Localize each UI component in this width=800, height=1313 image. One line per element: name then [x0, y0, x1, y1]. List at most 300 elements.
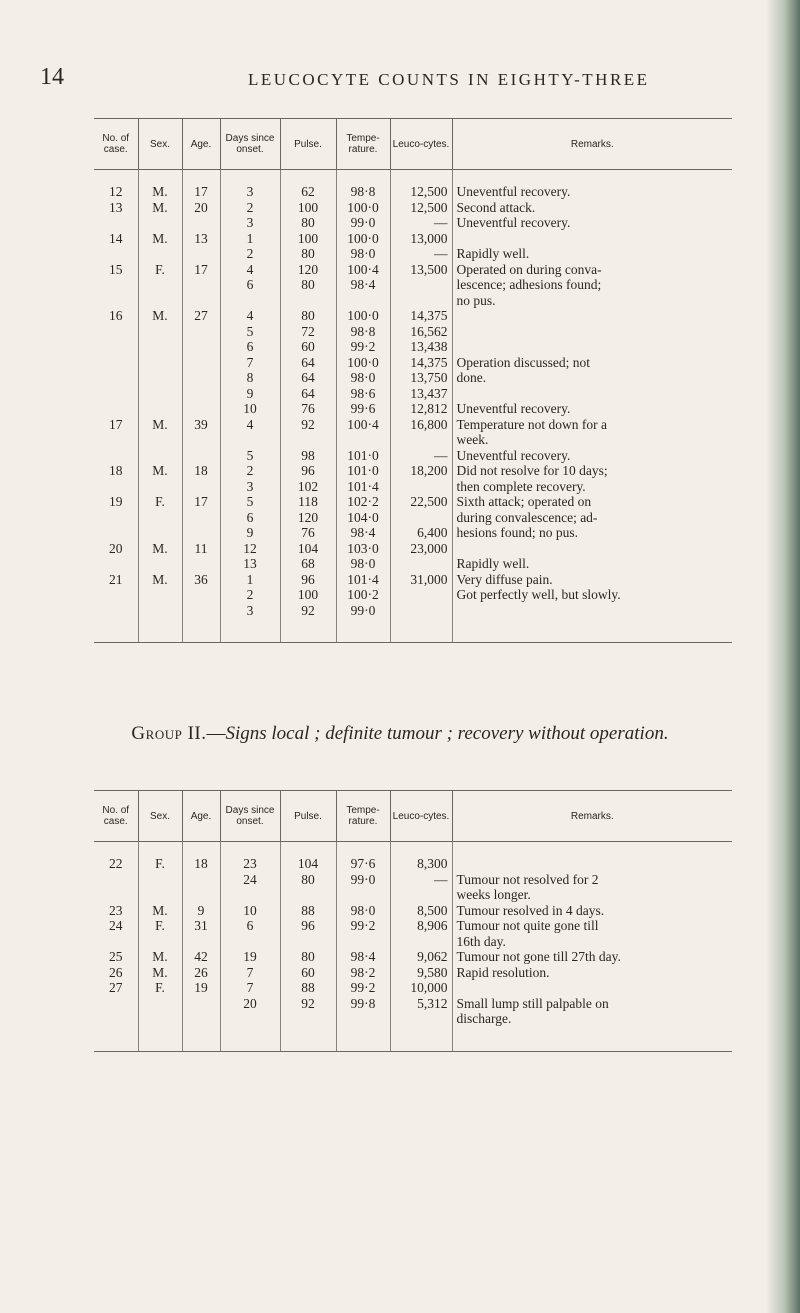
cell-days-since-onset: 24 — [220, 872, 280, 888]
running-head: LEUCOCYTE COUNTS IN EIGHTY-THREE — [248, 70, 650, 89]
cell-leucocytes — [390, 1027, 452, 1052]
cell-remarks — [452, 842, 732, 857]
cell-sex: F. — [138, 918, 182, 934]
cell-sex: M. — [138, 541, 182, 557]
table-row — [94, 324, 732, 340]
cell-temperature: 101·0 — [336, 463, 390, 479]
cell-remarks: Uneventful recovery. — [452, 448, 732, 464]
cell-sex — [138, 293, 182, 309]
cell-pulse — [280, 842, 336, 857]
column-header-leucocytes: Leuco-cytes. — [390, 119, 452, 170]
table-row — [94, 432, 732, 448]
cell-leucocytes: 9,062 — [390, 949, 452, 965]
cell-days-since-onset — [220, 1011, 280, 1027]
cell-temperature: 99·2 — [336, 980, 390, 996]
cell-leucocytes: 16,562 — [390, 324, 452, 340]
cell-temperature: 101·0 — [336, 448, 390, 464]
column-header-sex: Sex. — [138, 119, 182, 170]
cell-case-number: 25 — [109, 949, 123, 964]
cell-leucocytes — [390, 170, 452, 185]
column-header-days-since-onset: Days since onset. — [220, 119, 280, 170]
cell-remarks: Small lump still palpable on — [452, 996, 732, 1012]
cell-leucocytes — [390, 603, 452, 619]
cell-leucocytes: 12,500 — [390, 200, 452, 216]
cell-case-number — [94, 510, 138, 526]
group-label: Group II. — [131, 723, 207, 744]
cell-case-number — [94, 842, 138, 857]
cell-remarks — [452, 856, 732, 872]
group-heading — [0, 722, 800, 746]
cell-temperature: 98·0 — [336, 370, 390, 386]
cell-sex — [138, 618, 182, 643]
cell-sex: M. — [138, 417, 182, 433]
cell-temperature: 100·0 — [336, 231, 390, 247]
cell-pulse: 80 — [280, 308, 336, 324]
cell-pulse: 120 — [280, 262, 336, 278]
cell-leucocytes — [390, 277, 452, 293]
cell-sex — [138, 556, 182, 572]
cell-age: 42 — [182, 949, 220, 965]
cell-leucocytes: 14,375 — [390, 355, 452, 371]
page-number: 14 — [40, 64, 64, 90]
page-header — [0, 64, 800, 94]
table-row — [94, 479, 732, 495]
cell-age — [182, 587, 220, 603]
cell-case-number — [94, 277, 138, 293]
cell-days-since-onset: 4 — [220, 308, 280, 324]
cell-sex — [138, 339, 182, 355]
cell-days-since-onset: 2 — [220, 246, 280, 262]
table-row — [94, 618, 732, 643]
cell-days-since-onset: 6 — [220, 510, 280, 526]
cell-leucocytes: 31,000 — [390, 572, 452, 588]
cell-age: 18 — [182, 856, 220, 872]
table-row — [94, 934, 732, 950]
cell-sex — [138, 170, 182, 185]
column-header-sex: Sex. — [138, 791, 182, 842]
cell-remarks: Rapidly well. — [452, 556, 732, 572]
cell-remarks: weeks longer. — [452, 887, 732, 903]
cell-temperature: 104·0 — [336, 510, 390, 526]
cell-temperature: 98·8 — [336, 184, 390, 200]
cell-days-since-onset — [220, 293, 280, 309]
table-row — [94, 293, 732, 309]
cell-leucocytes: 5,312 — [390, 996, 452, 1012]
cell-pulse — [280, 887, 336, 903]
cell-case-number — [94, 448, 138, 464]
column-header-pulse: Pulse. — [280, 791, 336, 842]
cell-sex: F. — [138, 980, 182, 996]
cell-sex — [138, 525, 182, 541]
cell-sex: M. — [138, 184, 182, 200]
cell-age: 31 — [182, 918, 220, 934]
cell-temperature: 102·2 — [336, 494, 390, 510]
cell-leucocytes: 6,400 — [390, 525, 452, 541]
table-row — [94, 308, 732, 324]
cell-leucocytes — [390, 293, 452, 309]
cell-pulse: 100 — [280, 587, 336, 603]
cell-case-number: 14 — [109, 230, 123, 246]
cell-pulse — [280, 618, 336, 643]
table-header-row — [94, 119, 732, 170]
cell-days-since-onset: 10 — [220, 401, 280, 417]
cell-age: 39 — [182, 417, 220, 433]
cell-case-number: 18 — [109, 463, 123, 478]
cell-days-since-onset: 2 — [220, 200, 280, 216]
cell-sex: M. — [138, 965, 182, 981]
table-row — [94, 887, 732, 903]
cell-days-since-onset: 3 — [220, 184, 280, 200]
cell-age — [182, 603, 220, 619]
cell-temperature: 99·6 — [336, 401, 390, 417]
cell-pulse: 68 — [280, 556, 336, 572]
cell-age: 26 — [182, 965, 220, 981]
cell-age — [182, 525, 220, 541]
cell-pulse: 98 — [280, 448, 336, 464]
cell-days-since-onset: 13 — [220, 556, 280, 572]
cell-days-since-onset: 7 — [220, 980, 280, 996]
cell-leucocytes: — — [390, 246, 452, 262]
cell-remarks: Operation discussed; not — [452, 355, 732, 371]
cell-age — [182, 324, 220, 340]
cell-age — [182, 996, 220, 1012]
cell-case-number — [94, 293, 138, 309]
cell-leucocytes: 12,500 — [390, 184, 452, 200]
table-row — [94, 965, 732, 981]
cell-sex — [138, 277, 182, 293]
cell-pulse: 104 — [280, 856, 336, 872]
cell-sex — [138, 324, 182, 340]
table-row — [94, 246, 732, 262]
cell-case-number — [94, 355, 138, 371]
cell-case-number — [94, 339, 138, 355]
table-row — [94, 339, 732, 355]
cell-leucocytes — [390, 587, 452, 603]
cell-pulse: 80 — [280, 872, 336, 888]
table-row — [94, 370, 732, 386]
cell-sex — [138, 1027, 182, 1052]
cell-temperature: 101·4 — [336, 572, 390, 588]
cell-leucocytes: — — [390, 215, 452, 231]
cell-pulse — [280, 1011, 336, 1027]
cell-remarks: Uneventful recovery. — [452, 215, 732, 231]
table-row — [94, 355, 732, 371]
cell-pulse: 80 — [280, 949, 336, 965]
column-header-case-number: No. of case. — [94, 791, 138, 842]
cell-case-number: 17 — [109, 416, 123, 432]
table-row — [94, 494, 732, 510]
cell-case-number — [94, 996, 138, 1012]
cell-case-number — [94, 479, 138, 495]
cell-pulse: 118 — [280, 494, 336, 510]
cell-age — [182, 170, 220, 185]
group-description: Signs local ; definite tumour ; recovery without operation. — [225, 723, 669, 744]
cell-pulse — [280, 934, 336, 950]
cell-temperature — [336, 170, 390, 185]
cell-remarks: Uneventful recovery. — [452, 184, 732, 200]
table-row — [94, 856, 732, 872]
cell-age: 17 — [182, 262, 220, 278]
cell-sex — [138, 603, 182, 619]
column-header-case-number: No. of case. — [94, 119, 138, 170]
cell-days-since-onset: 10 — [220, 903, 280, 919]
cell-temperature — [336, 1027, 390, 1052]
cell-pulse: 76 — [280, 401, 336, 417]
cell-age — [182, 339, 220, 355]
cell-sex — [138, 370, 182, 386]
cell-leucocytes — [390, 479, 452, 495]
cell-days-since-onset: 3 — [220, 603, 280, 619]
cell-sex — [138, 1011, 182, 1027]
cell-sex — [138, 386, 182, 402]
table-row — [94, 541, 732, 557]
cell-days-since-onset — [220, 170, 280, 185]
cell-sex — [138, 479, 182, 495]
column-header-remarks: Remarks. — [452, 791, 732, 842]
cell-days-since-onset: 1 — [220, 572, 280, 588]
cell-days-since-onset: 4 — [220, 417, 280, 433]
cell-temperature: 99·0 — [336, 603, 390, 619]
cell-pulse: 96 — [280, 918, 336, 934]
cell-sex: F. — [138, 856, 182, 872]
cell-days-since-onset: 6 — [220, 339, 280, 355]
cell-leucocytes: 13,000 — [390, 231, 452, 247]
cell-sex — [138, 510, 182, 526]
leucocyte-table-group-1 — [94, 118, 732, 643]
table-row — [94, 277, 732, 293]
cell-leucocytes: 14,375 — [390, 308, 452, 324]
cell-case-number — [94, 618, 138, 643]
cell-sex — [138, 246, 182, 262]
table-row — [94, 170, 732, 185]
cell-remarks: Second attack. — [452, 200, 732, 216]
cell-case-number — [94, 170, 138, 185]
table-row — [94, 556, 732, 572]
page-edge-shadow — [766, 0, 800, 1313]
cell-days-since-onset: 6 — [220, 277, 280, 293]
group-dash: — — [206, 723, 226, 744]
cell-remarks: discharge. — [452, 1011, 732, 1027]
cell-age — [182, 215, 220, 231]
cell-remarks: Sixth attack; operated on — [452, 494, 732, 510]
cell-age — [182, 386, 220, 402]
table-row — [94, 1011, 732, 1027]
cell-remarks: lescence; adhesions found; — [452, 277, 732, 293]
cell-case-number: 23 — [109, 902, 123, 918]
cell-case-number — [94, 246, 138, 262]
cell-pulse — [280, 1027, 336, 1052]
cell-age: 17 — [182, 184, 220, 200]
cell-case-number — [94, 432, 138, 448]
cell-days-since-onset — [220, 887, 280, 903]
cell-leucocytes: — — [390, 448, 452, 464]
cell-case-number: 12 — [109, 184, 123, 199]
cell-sex — [138, 872, 182, 888]
cell-days-since-onset — [220, 1027, 280, 1052]
cell-days-since-onset: 6 — [220, 918, 280, 934]
cell-sex: M. — [138, 903, 182, 919]
cell-age — [182, 355, 220, 371]
cell-case-number — [94, 587, 138, 603]
cell-leucocytes — [390, 556, 452, 572]
cell-leucocytes — [390, 887, 452, 903]
cell-pulse: 88 — [280, 903, 336, 919]
cell-leucocytes: 12,812 — [390, 401, 452, 417]
cell-case-number: 24 — [109, 918, 123, 933]
cell-days-since-onset — [220, 934, 280, 950]
cell-days-since-onset: 23 — [220, 856, 280, 872]
cell-days-since-onset: 2 — [220, 463, 280, 479]
cell-sex — [138, 448, 182, 464]
table-header-row — [94, 791, 732, 842]
cell-pulse: 76 — [280, 525, 336, 541]
cell-temperature — [336, 934, 390, 950]
cell-pulse: 64 — [280, 370, 336, 386]
cell-remarks — [452, 618, 732, 643]
column-header-remarks: Remarks. — [452, 119, 732, 170]
cell-remarks — [452, 339, 732, 355]
table-row — [94, 200, 732, 216]
cell-temperature: 100·4 — [336, 417, 390, 433]
cell-case-number: 21 — [109, 571, 123, 587]
cell-sex — [138, 215, 182, 231]
cell-sex — [138, 887, 182, 903]
cell-remarks: Tumour not gone till 27th day. — [452, 949, 732, 965]
cell-temperature: 99·0 — [336, 215, 390, 231]
cell-pulse: 62 — [280, 184, 336, 200]
table-row — [94, 572, 732, 588]
cell-age — [182, 556, 220, 572]
cell-temperature — [336, 1011, 390, 1027]
cell-case-number: 19 — [109, 494, 123, 509]
cell-temperature — [336, 887, 390, 903]
cell-temperature: 100·0 — [336, 308, 390, 324]
cell-age: 11 — [182, 541, 220, 557]
cell-pulse: 72 — [280, 324, 336, 340]
cell-pulse — [280, 432, 336, 448]
cell-age — [182, 401, 220, 417]
cell-pulse: 102 — [280, 479, 336, 495]
cell-days-since-onset: 5 — [220, 448, 280, 464]
cell-temperature: 100·0 — [336, 355, 390, 371]
cell-sex — [138, 401, 182, 417]
cell-pulse: 100 — [280, 200, 336, 216]
cell-temperature — [336, 432, 390, 448]
cell-case-number: 27 — [109, 980, 123, 995]
cell-case-number: 22 — [109, 856, 123, 871]
table-row — [94, 417, 732, 433]
cell-sex: F. — [138, 494, 182, 510]
cell-age — [182, 432, 220, 448]
cell-remarks: week. — [452, 432, 732, 448]
cell-pulse: 92 — [280, 417, 336, 433]
cell-pulse: 96 — [280, 572, 336, 588]
cell-age — [182, 448, 220, 464]
cell-sex: M. — [138, 572, 182, 588]
cell-days-since-onset: 4 — [220, 262, 280, 278]
cell-temperature: 99·0 — [336, 872, 390, 888]
cell-remarks — [452, 231, 732, 247]
cell-age: 13 — [182, 231, 220, 247]
cell-case-number — [94, 934, 138, 950]
cell-days-since-onset: 3 — [220, 215, 280, 231]
cell-remarks — [452, 386, 732, 402]
cell-sex: M. — [138, 231, 182, 247]
cell-temperature: 98·0 — [336, 246, 390, 262]
cell-case-number — [94, 525, 138, 541]
cell-leucocytes — [390, 842, 452, 857]
cell-remarks: Operated on during conva- — [452, 262, 732, 278]
cell-sex — [138, 842, 182, 857]
cell-days-since-onset: 9 — [220, 525, 280, 541]
cell-temperature: 98·4 — [336, 949, 390, 965]
cell-remarks: Got perfectly well, but slowly. — [452, 587, 732, 603]
cell-days-since-onset — [220, 842, 280, 857]
cell-sex: M. — [138, 308, 182, 324]
cell-temperature: 98·6 — [336, 386, 390, 402]
cell-remarks: hesions found; no pus. — [452, 525, 732, 541]
cell-case-number: 26 — [109, 964, 123, 980]
cell-leucocytes: 22,500 — [390, 494, 452, 510]
cell-days-since-onset: 12 — [220, 541, 280, 557]
cell-days-since-onset: 5 — [220, 324, 280, 340]
cell-leucocytes — [390, 618, 452, 643]
cell-age: 27 — [182, 308, 220, 324]
cell-case-number: 13 — [109, 199, 123, 215]
cell-sex — [138, 934, 182, 950]
cell-temperature — [336, 618, 390, 643]
cell-days-since-onset: 20 — [220, 996, 280, 1012]
cell-age — [182, 842, 220, 857]
cell-case-number — [94, 1011, 138, 1027]
cell-temperature: 98·4 — [336, 277, 390, 293]
cell-days-since-onset: 19 — [220, 949, 280, 965]
table-row — [94, 262, 732, 278]
cell-age: 19 — [182, 980, 220, 996]
cell-temperature: 100·0 — [336, 200, 390, 216]
cell-sex — [138, 432, 182, 448]
table-row — [94, 587, 732, 603]
cell-temperature: 98·0 — [336, 903, 390, 919]
cell-pulse: 80 — [280, 215, 336, 231]
cell-leucocytes: — — [390, 872, 452, 888]
cell-temperature — [336, 842, 390, 857]
cell-leucocytes: 13,750 — [390, 370, 452, 386]
cell-temperature: 100·2 — [336, 587, 390, 603]
cell-leucocytes: 13,437 — [390, 386, 452, 402]
cell-leucocytes — [390, 1011, 452, 1027]
cell-leucocytes: 8,300 — [390, 856, 452, 872]
column-header-pulse: Pulse. — [280, 119, 336, 170]
column-header-temperature: Tempe-rature. — [336, 791, 390, 842]
table-row — [94, 980, 732, 996]
cell-remarks: no pus. — [452, 293, 732, 309]
cell-case-number — [94, 370, 138, 386]
cell-temperature: 97·6 — [336, 856, 390, 872]
table-row — [94, 842, 732, 857]
table-row — [94, 918, 732, 934]
cell-temperature: 98·0 — [336, 556, 390, 572]
cell-case-number — [94, 1027, 138, 1052]
column-header-days-since-onset: Days since onset. — [220, 791, 280, 842]
cell-sex — [138, 355, 182, 371]
cell-days-since-onset — [220, 432, 280, 448]
cell-sex — [138, 587, 182, 603]
table-row — [94, 510, 732, 526]
cell-pulse — [280, 293, 336, 309]
cell-pulse: 80 — [280, 246, 336, 262]
cell-age — [182, 246, 220, 262]
